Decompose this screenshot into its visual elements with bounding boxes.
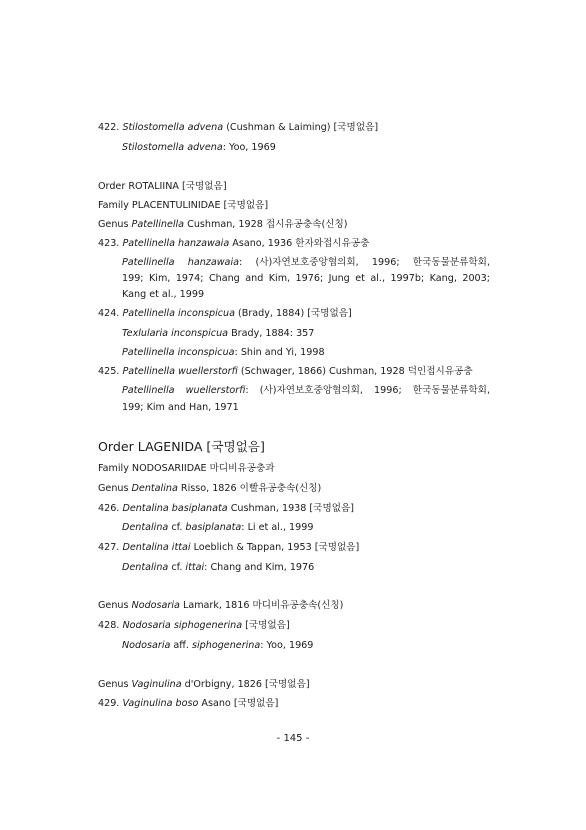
order-lagenida: Order LAGENIDA [국명없음]: [98, 439, 265, 454]
genus-patellinella: Genus Patellinella Cushman, 1928 접시유공충속(신칭): [98, 219, 348, 230]
entry-424: 424. Patellinella inconspicua (Brady, 1884) [국명없음]: [98, 308, 352, 319]
entry-426: 426. Dentalina basiplanata Cushman, 1938 [국명없음]: [98, 503, 354, 514]
synonym-422: Stilostomella advena: Yoo, 1969: [122, 142, 276, 153]
species-name: Patellinella inconspicua: [122, 308, 235, 319]
synonym-424b: Patellinella inconspicua: Shin and Yi, 1998: [122, 347, 325, 358]
family-nodosariidae: Family NODOSARIIDAE 마디비유공충과: [98, 463, 275, 474]
synonym-423-line3: Kang et al., 1999: [122, 289, 205, 300]
synonym-427: Dentalina cf. ittai: Chang and Kim, 1976: [122, 562, 315, 573]
page-number: - 145 -: [276, 733, 310, 744]
species-name: Dentalina basiplanata: [122, 503, 228, 514]
genus-nodosaria: Genus Nodosaria Lamark, 1816 마디비유공충속(신칭): [98, 600, 344, 611]
entry-422: 422. Stilostomella advena (Cushman & Laiming) [국명없음]: [98, 122, 379, 133]
species-name: Patellinella hanzawaia: [122, 238, 230, 249]
synonym-424a: Texlularia inconspicua Brady, 1884: 357: [122, 328, 315, 339]
synonym-426: Dentalina cf. basiplanata: Li et al., 1999: [122, 522, 314, 533]
entry-427: 427. Dentalina ittai Loeblich & Tappan, 1953 [국명없음]: [98, 542, 360, 553]
synonym-425-line1: Patellinella wuellerstorfi: (사)자연보호중앙협의회, 1996; 한국동물분류학회,: [122, 385, 490, 396]
species-name: Nodosaria siphogenerina: [122, 620, 243, 631]
synonym-423-line2: 199; Kim, 1974; Chang and Kim, 1976; Jung et al., 1997b; Kang, 2003;: [122, 273, 490, 284]
entry-429: 429. Vaginulina boso Asano [국명없음]: [98, 698, 279, 709]
synonym-428: Nodosaria aff. siphogenerina: Yoo, 1969: [122, 640, 314, 651]
species-name: Stilostomella advena: [122, 122, 224, 133]
family-placentulinidae: Family PLACENTULINIDAE [국명없음]: [98, 200, 269, 211]
order-rotaliina: Order ROTALIINA [국명없음]: [98, 181, 227, 192]
genus-dentalina: Genus Dentalina Risso, 1826 이빨유공충속(신칭): [98, 483, 322, 494]
species-name: Vaginulina boso: [122, 698, 199, 709]
entry-423: 423. Patellinella hanzawaia Asano, 1936 한자와접시유공충: [98, 238, 370, 249]
genus-vaginulina: Genus Vaginulina d'Orbigny, 1826 [국명없음]: [98, 679, 310, 690]
species-name: Patellinella wuellerstorfi: [122, 366, 238, 377]
synonym-425-line2: 199; Kim and Han, 1971: [122, 402, 239, 413]
entry-428: 428. Nodosaria siphogenerina [국명없음]: [98, 620, 290, 631]
entry-425: 425. Patellinella wuellerstorfi (Schwager, 1866) Cushman, 1928 덕인접시유공충: [98, 366, 473, 377]
synonym-423-line1: Patellinella hanzawaia: (사)자연보호중앙협의회, 1996; 한국동물분류학회,: [122, 257, 490, 268]
species-name: Dentalina ittai: [122, 542, 191, 553]
